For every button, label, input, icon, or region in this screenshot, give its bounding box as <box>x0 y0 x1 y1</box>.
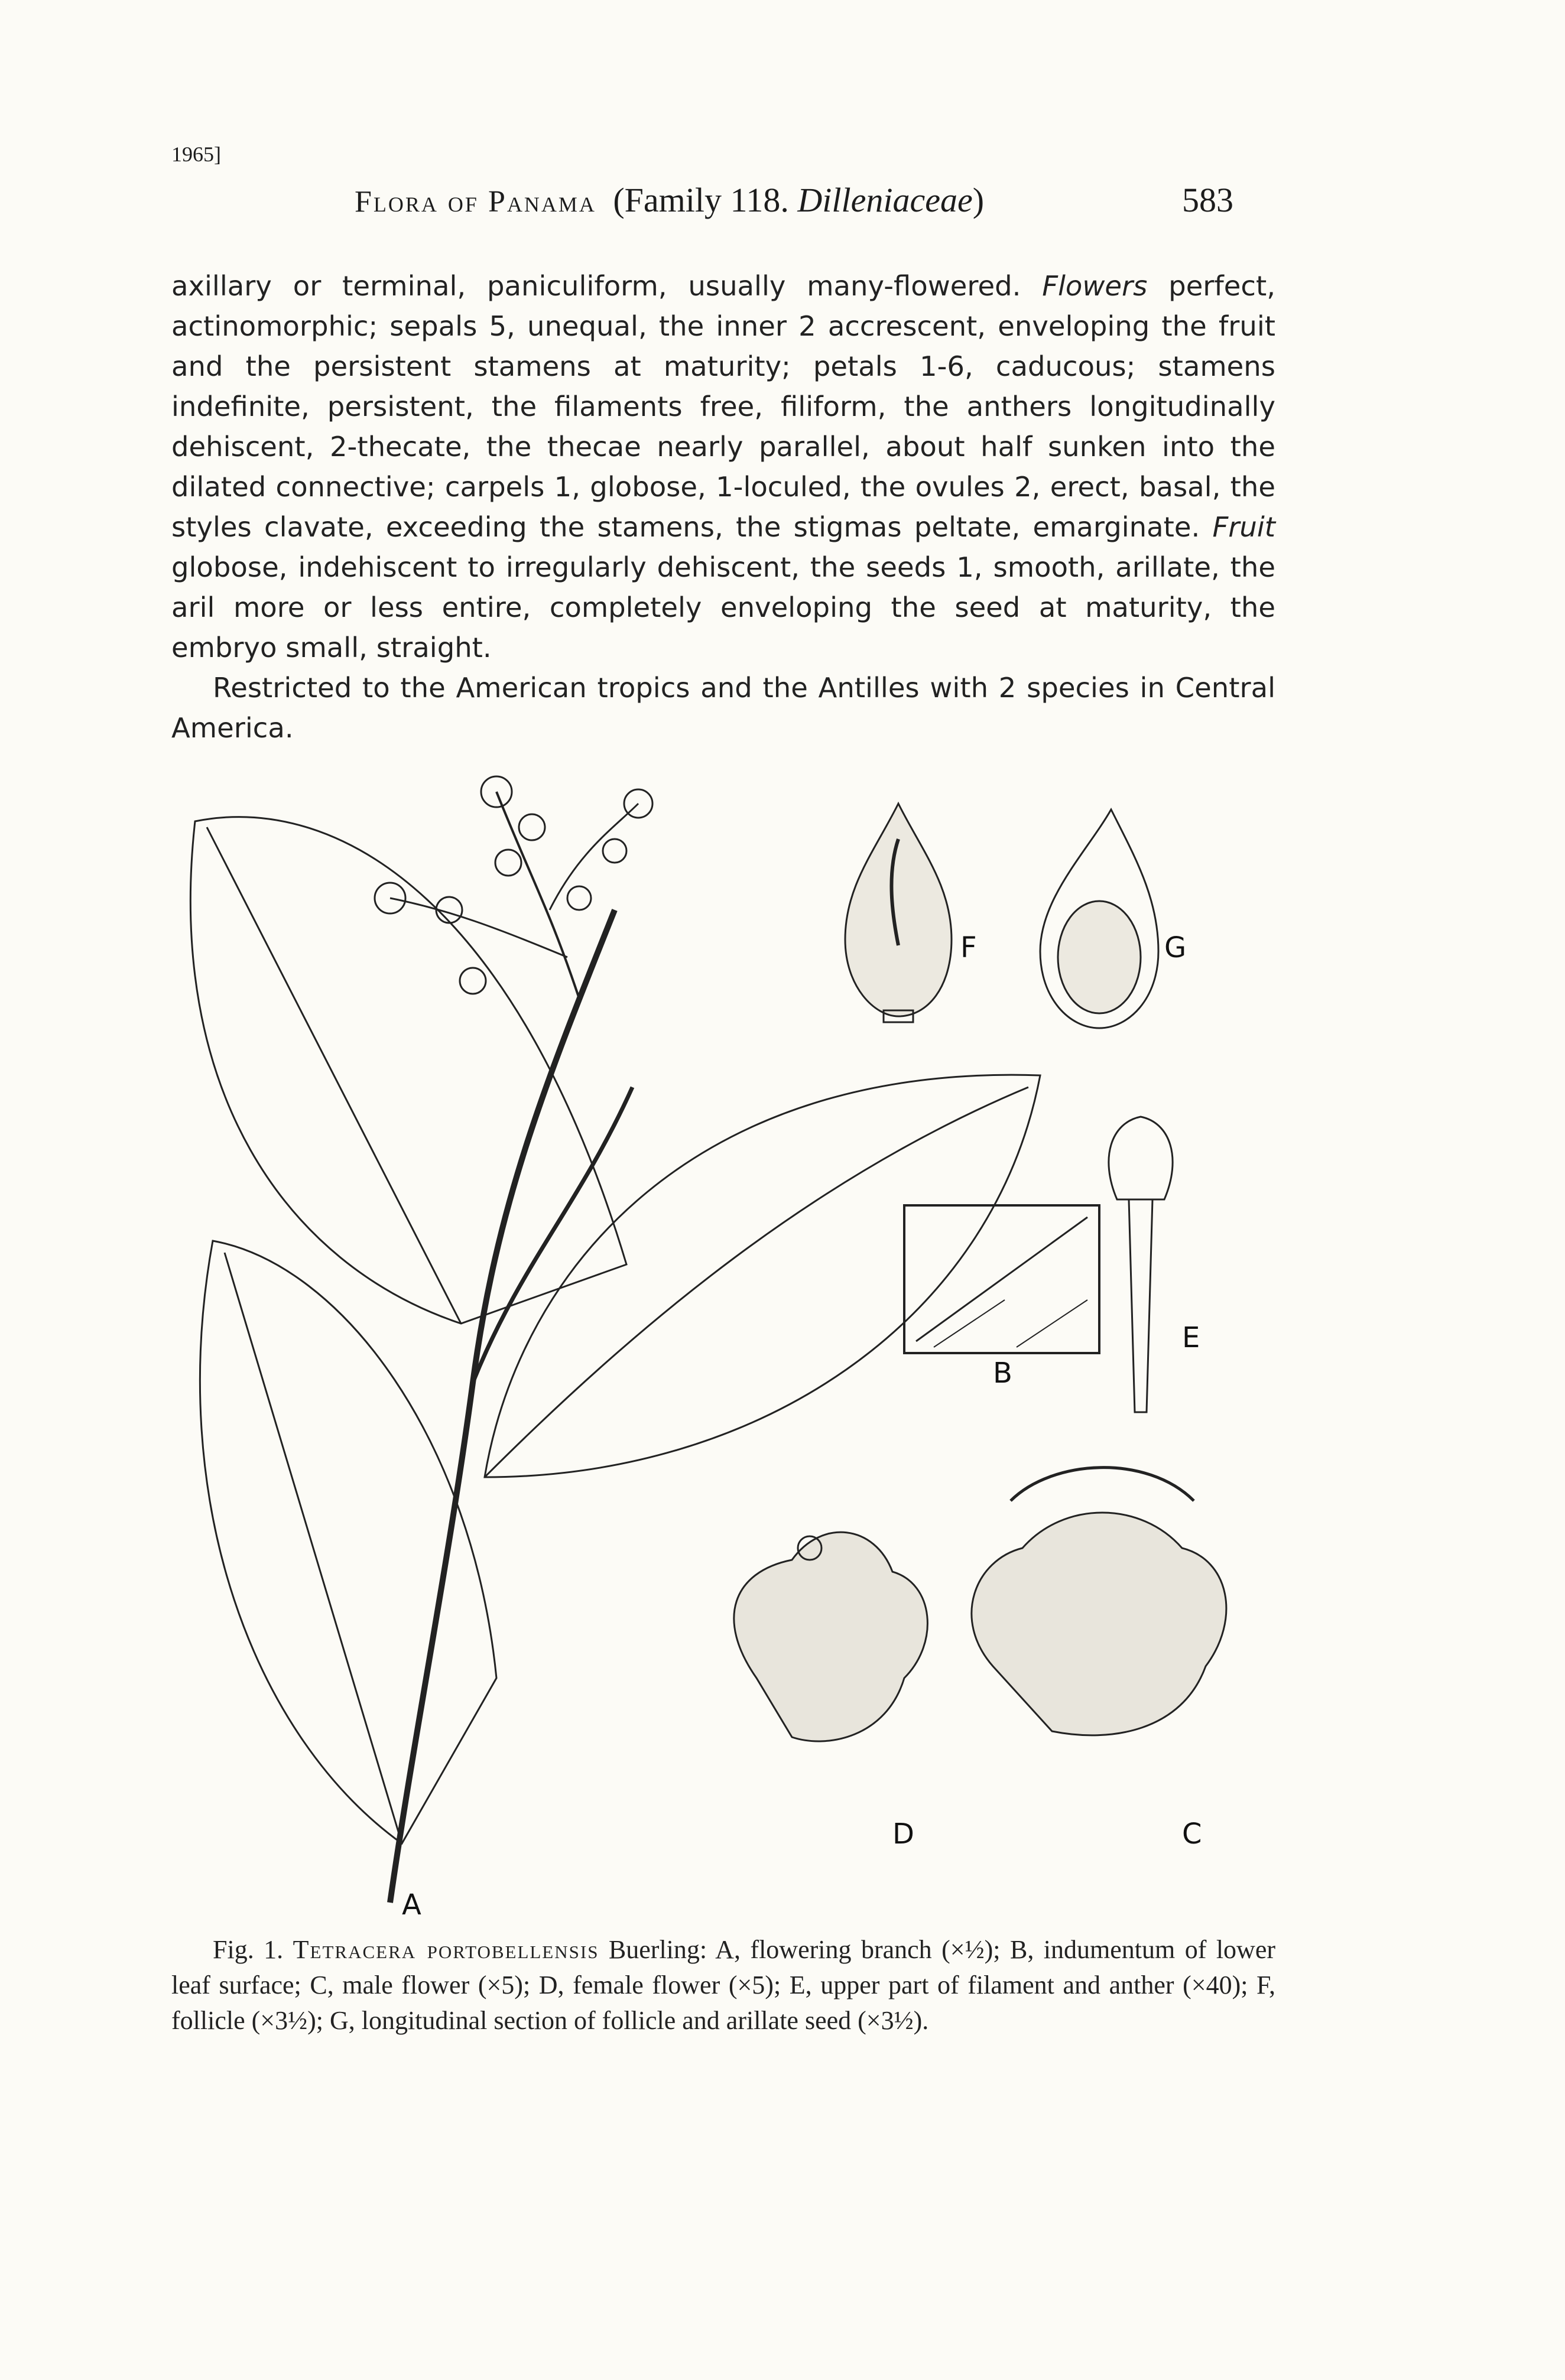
leaf-lower <box>200 1241 496 1843</box>
anther-filament <box>1109 1117 1173 1412</box>
term-fruit: Fruit <box>1212 511 1275 543</box>
family-prefix: (Family 118. <box>613 181 789 219</box>
follicle-section <box>1040 809 1158 1028</box>
botanical-illustration <box>165 733 1288 1920</box>
label-G: G <box>1164 931 1187 964</box>
running-head <box>355 180 1277 220</box>
indumentum-inset <box>904 1205 1099 1353</box>
caption-text: Buerling: A, flowering branch (×½); B, indumentum of lower leaf surface; C, male flower (×5); D, female flower (×5); E, upper part of filament and anther (×40); F, follicle (×3½); G, longitudinal section of follicle and arillate seed (×3½). <box>171 1935 1276 2035</box>
caption-species: Tetracera portobellensis <box>293 1935 599 1964</box>
family-name: Dilleniaceae <box>797 181 973 219</box>
journal-title: Flora of Panama <box>355 185 596 219</box>
label-B: B <box>993 1357 1012 1390</box>
text-run: perfect, actinomorphic; sepals 5, unequal, the inner 2 accrescent, enveloping the fruit and the persistent stamens at maturity; petals 1-6, caducous; stamens indefinite, persistent, the filaments free, filiform, the anthers longitudinally dehiscent, 2-thecate, the thecae nearly parallel, about half sunken into the dilated connective; carpels 1, globose, 1-loculed, the ovules 2, erect, basal, the styles clavate, exceeding the stamens, the stigmas peltate, emarginate. <box>171 270 1275 543</box>
label-E: E <box>1182 1321 1200 1354</box>
leaf-right <box>485 1075 1040 1477</box>
text-run: globose, indehiscent to irregularly dehiscent, the seeds 1, smooth, arillate, the aril more or less entire, completely enveloping the seed at maturity, the embryo small, straight. <box>171 551 1275 664</box>
label-D: D <box>892 1817 914 1851</box>
label-C: C <box>1182 1817 1202 1851</box>
label-F: F <box>960 931 977 964</box>
leaf-upper <box>190 817 626 1324</box>
caption-prefix: Fig. 1. <box>213 1935 293 1964</box>
text-run: axillary or terminal, paniculiform, usually many-flowered. <box>171 270 1043 302</box>
term-flowers: Flowers <box>1042 270 1148 302</box>
family-suffix: ) <box>972 181 985 219</box>
paragraph-description <box>171 266 1275 668</box>
follicle <box>845 804 952 1022</box>
figure-caption <box>171 1932 1275 2038</box>
volume-year: 1965] <box>171 142 221 166</box>
illustration-svg <box>165 733 1288 1920</box>
paragraph-distribution: Restricted to the American tropics and the Antilles with 2 species in Central America. <box>171 672 1275 744</box>
female-flower <box>734 1532 928 1741</box>
male-flower <box>972 1468 1226 1735</box>
body-text <box>171 266 1275 748</box>
page-number: 583 <box>1182 181 1233 219</box>
label-A: A <box>402 1888 421 1920</box>
